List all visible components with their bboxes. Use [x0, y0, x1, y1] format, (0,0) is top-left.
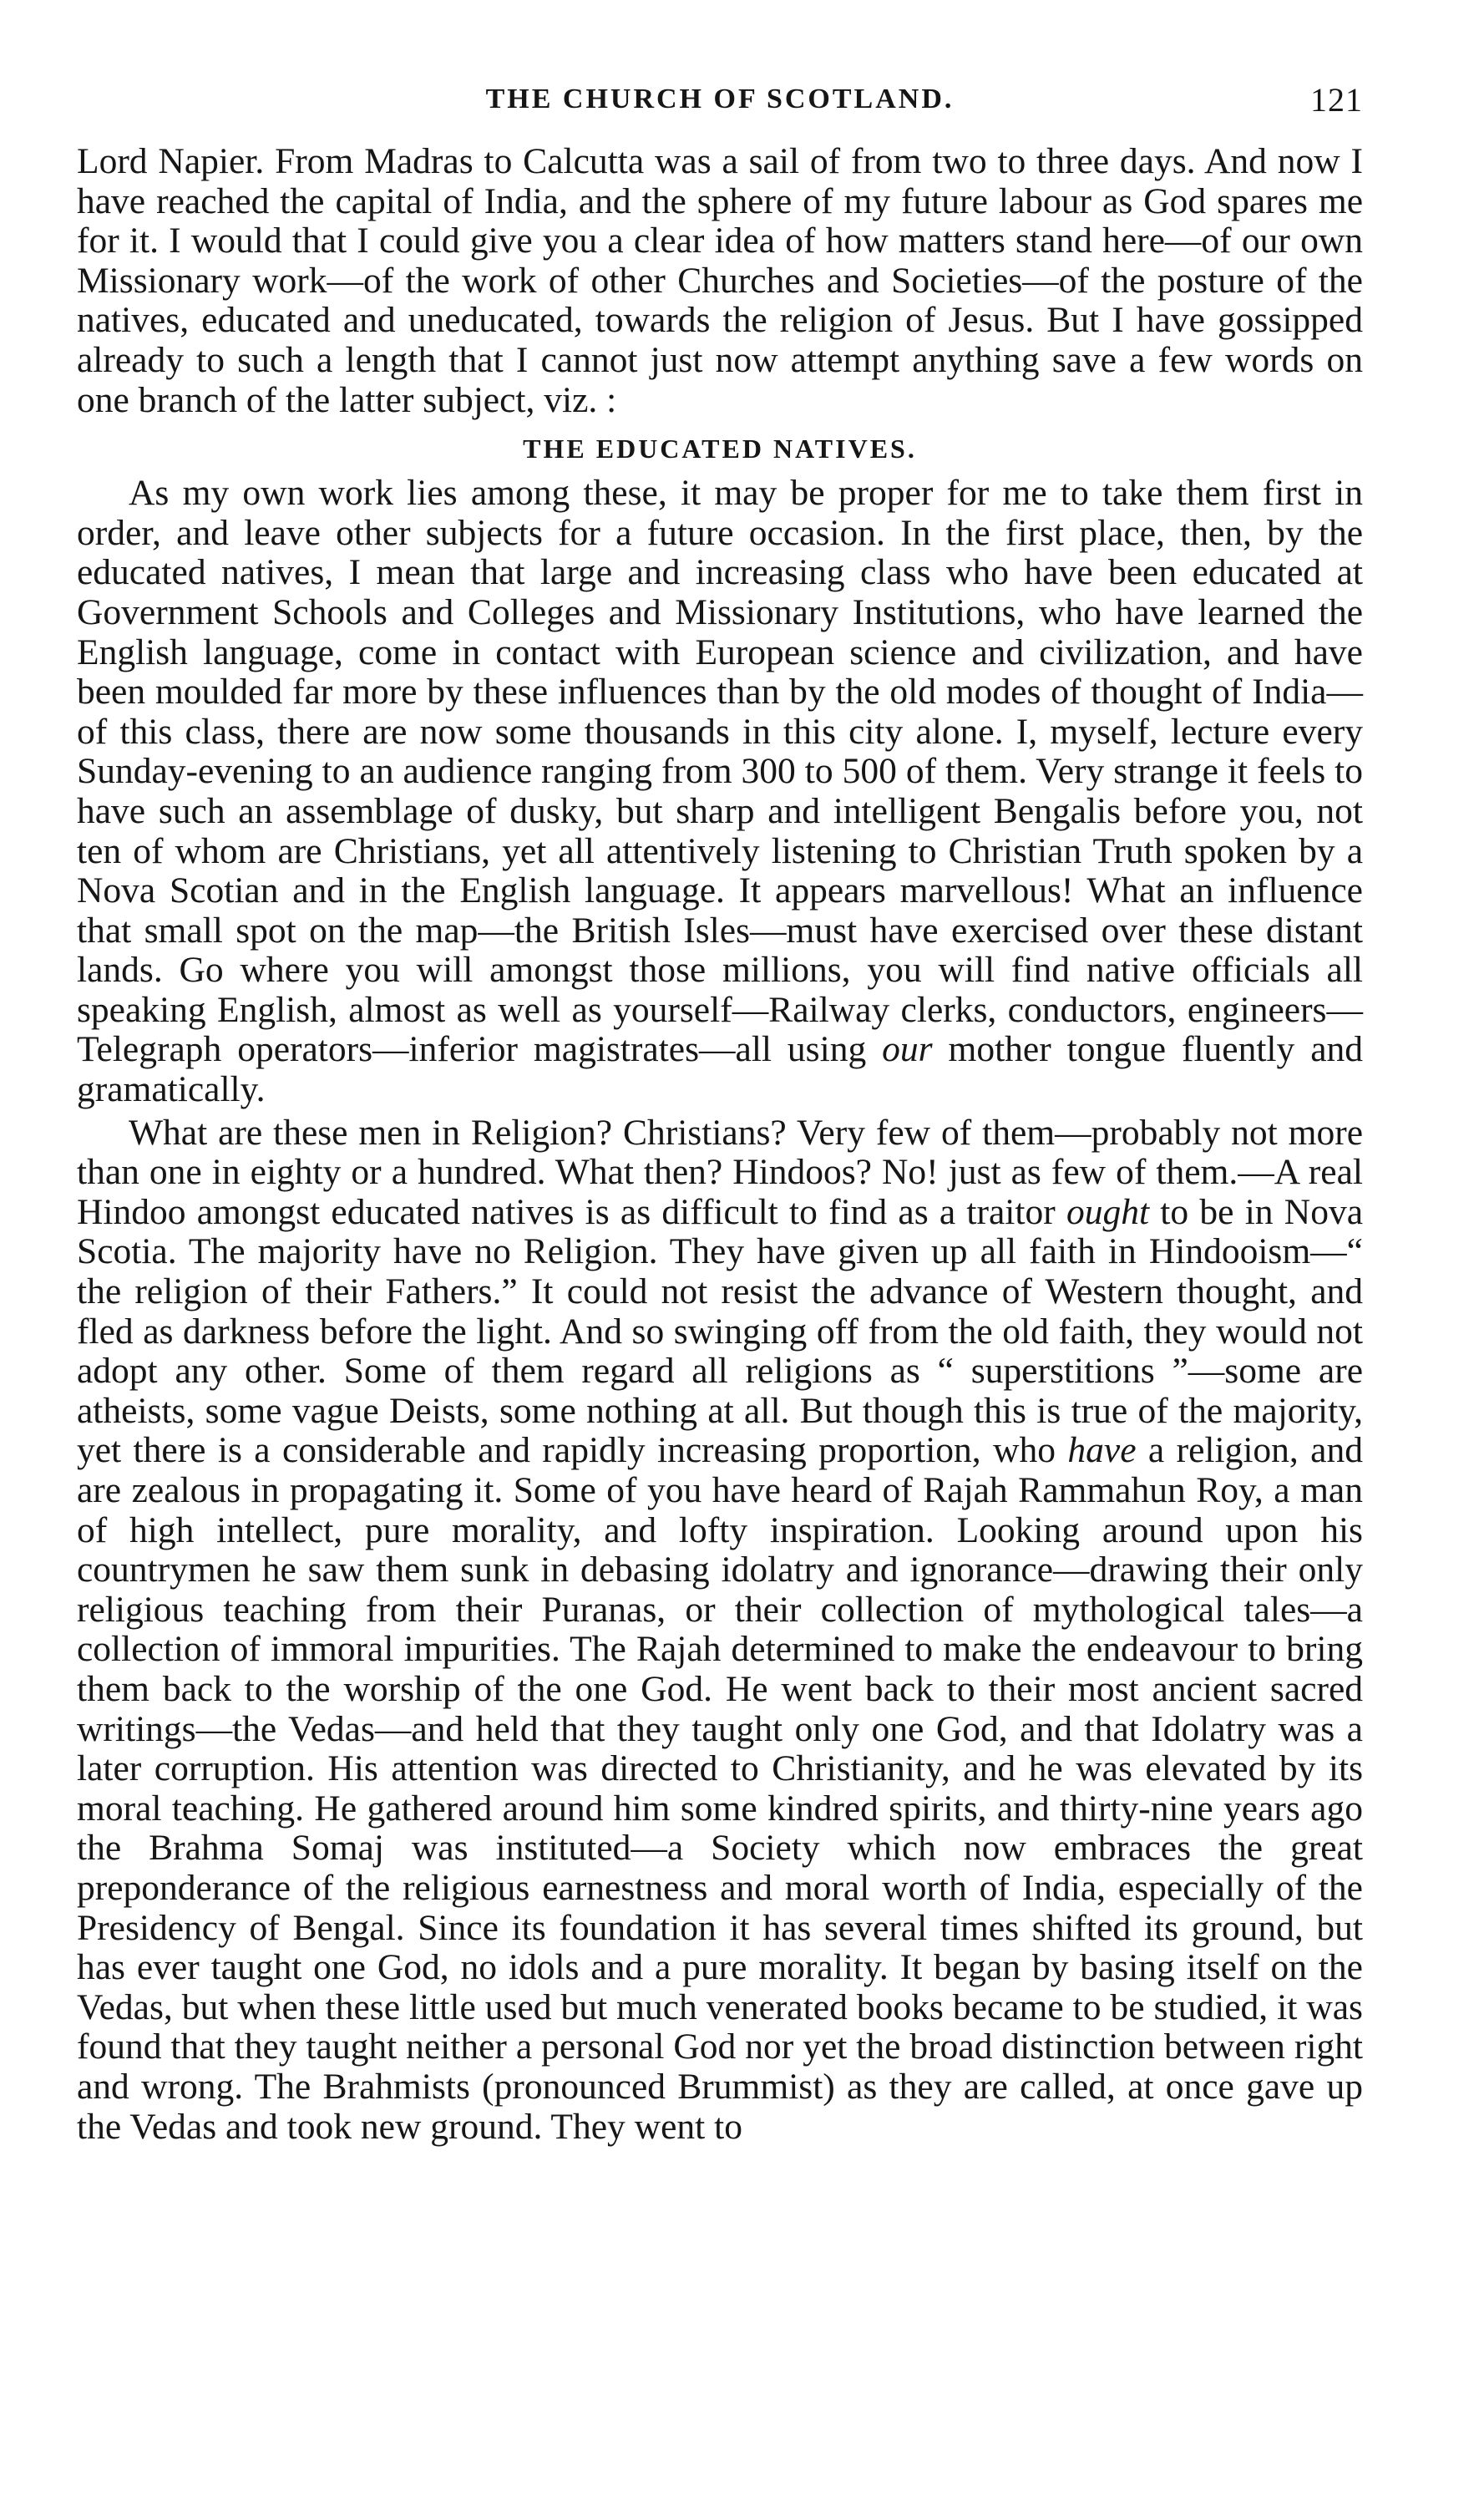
paragraph-educated-natives — [77, 474, 1363, 1110]
book-page — [77, 80, 1363, 2147]
paragraph-text: Lord Napier. From Madras to Calcutta was a sail of from two to three days. And now I have reached the capital of India, and the sphere of my future labour as God spares me for it. I would that I could give you a clear idea of how matters stand here—of our own Missionary work—of the work of other Churches and Societies—of the posture of the natives, educated and uneducated, towards the religion of Jesus. But I have gossipped already to such a length that I cannot just now attempt anything save a few words on one branch of the latter subject, viz. : — [77, 141, 1363, 420]
paragraph-text: As my own work lies among these, it may be proper for me to take them first in order, and leave other subjects for a future occasion. In the first place, then, by the educated natives, I mean that large and increasing class who have been educated at Government Schools and Colleges and Missionary Institutions, who have learned the English language, come in contact with European science and civilization, and have been moulded far more by these influences than by the old modes of thought of India—of this class, there are now some thousands in this city alone. I, myself, lecture every Sunday-evening to an audience ranging from 300 to 500 of them. Very strange it feels to have such an assemblage of dusky, but sharp and intelligent Bengalis before you, not ten of whom are Christians, yet all attentively listening to Christian Truth spoken by a Nova Scotian and in the English language. It appears marvellous! What an influence that small spot on the map—the British Isles—must have exercised over these distant lands. Go where you will amongst those millions, you will find native officials all speaking English, almost as well as yourself—Railway clerks, conductors, engineers—Telegraph operators—inferior magistrates—all using — [77, 473, 1363, 1070]
paragraph-religion — [77, 1113, 1363, 2147]
paragraph-intro — [77, 142, 1363, 420]
running-title: THE CHURCH OF SCOTLAND. — [485, 84, 955, 114]
section-heading: THE EDUCATED NATIVES. — [523, 434, 917, 464]
running-head — [77, 80, 1363, 127]
paragraph-text: a religion, and are zealous in propagating it. Some of you have heard of Rajah Rammahun Roy, a man of high intellect, pure morality, and lofty inspiration. Looking around upon his countrymen he saw them sunk in debasing idolatry and ignorance—drawing their only religious teaching from their Puranas, or their collection of mythological tales—a collection of immoral impurities. The Rajah determined to make the endeavour to bring them back to the worship of the one God. He went back to their most ancient sacred writings—the Vedas—and held that they taught only one God, and that Idolatry was a later corruption. His attention was directed to Christianity, and he was elevated by its moral teaching. He gathered around him some kindred spirits, and thirty-nine years ago the Brahma Somaj was instituted—a Society which now embraces the great preponderance of the religious earnestness and moral worth of India, especially of the Presidency of Bengal. Since its foundation it has several times shifted its ground, but has ever taught one God, no idols and a pure morality. It began by basing itself on the Vedas, but when these little used but much venerated books became to be studied, it was found that they taught neither a personal God nor yet the broad distinction between right and wrong. The Brahmists (pronounced Brummist) as they are called, at once gave up the Vedas and took new ground. They went to — [77, 1430, 1363, 2147]
italic-word: our — [882, 1029, 933, 1070]
paragraph-text: to be in Nova Scotia. The majority have no Religion. They have given up all faith in Hindooism—“ the religion of their Fathers.” It could not resist the advance of Western thought, and fled as darkness before the light. And so swinging off from the old faith, they would not adopt any other. Some of them regard all religions as “ superstitions ”—some are atheists, some vague Deists, some nothing at all. But though this is true of the majority, yet there is a considerable and rapidly increasing proportion, who — [77, 1191, 1363, 1471]
paragraph-text: What are these men in Religion? Christians? Very few of them—probably not more than one in eighty or a hundred. What then? Hindoos? No! just as few of them.—A real Hindoo amongst educated natives is as difficult to find as a traitor — [77, 1112, 1363, 1232]
italic-word: ought — [1066, 1191, 1150, 1232]
italic-word: have — [1067, 1430, 1137, 1471]
page-number: 121 — [1310, 81, 1363, 119]
paragraph-text: mother tongue fluently and gramatically. — [77, 1029, 1364, 1110]
